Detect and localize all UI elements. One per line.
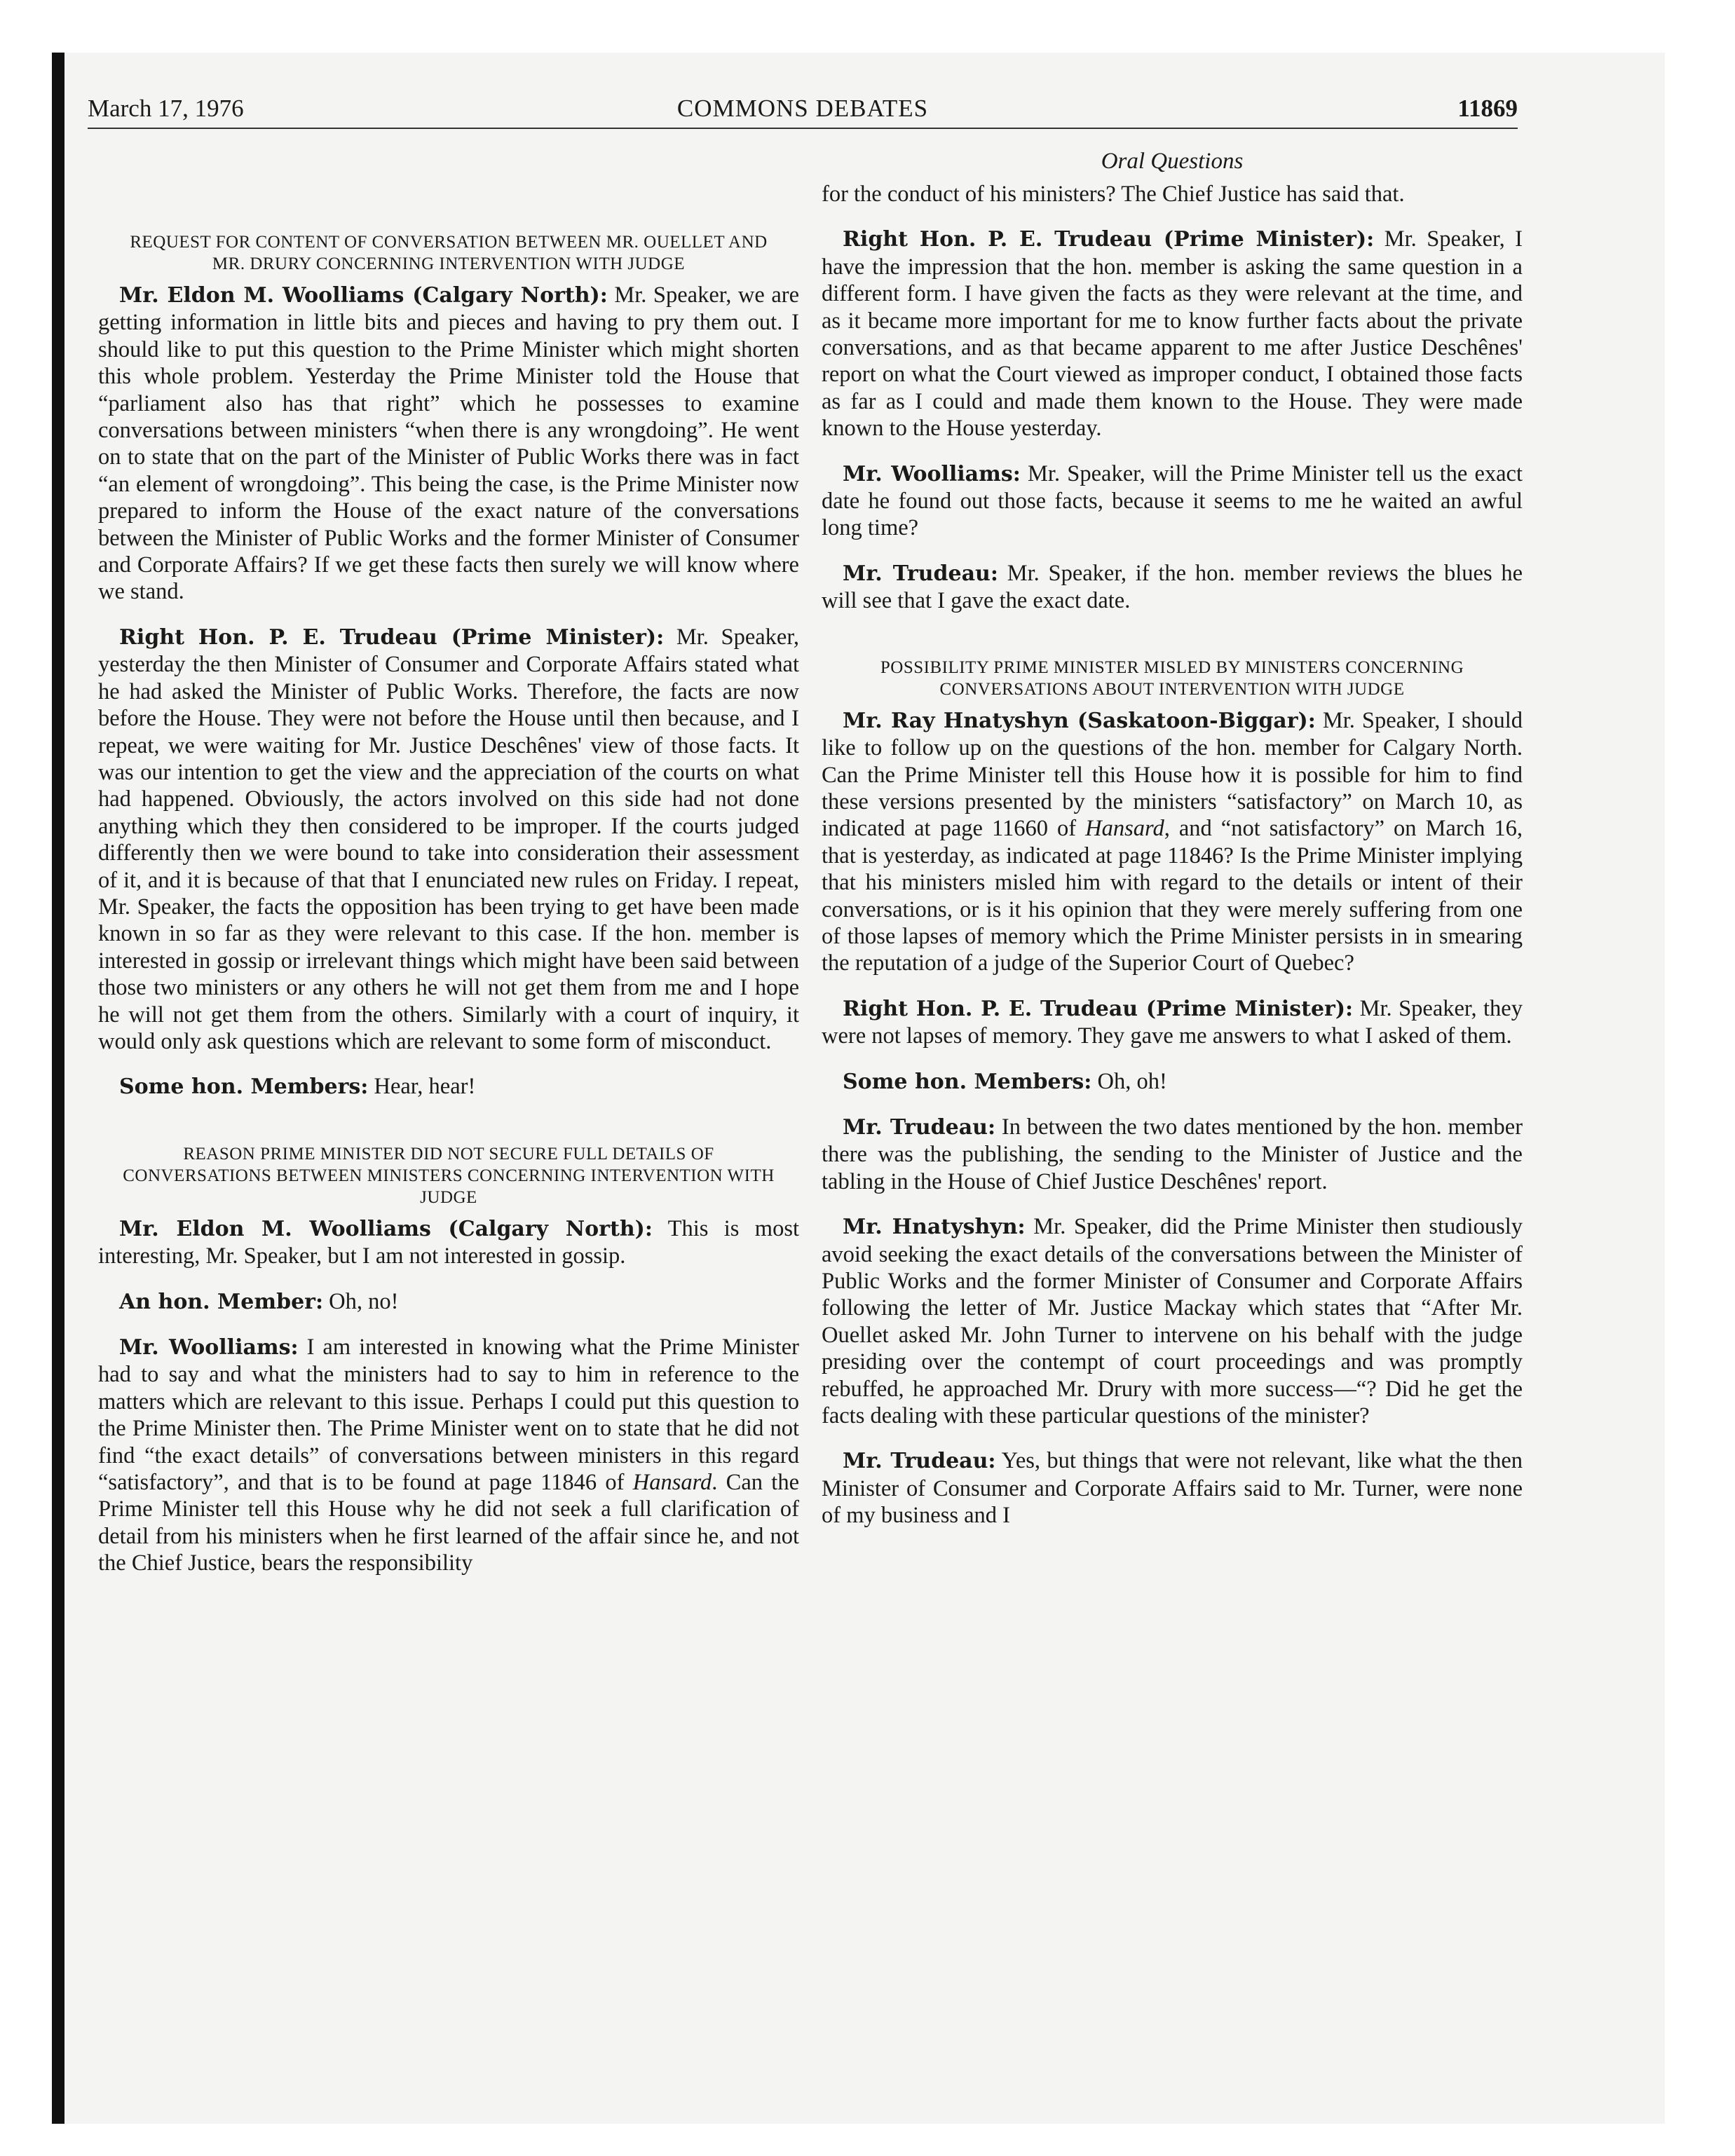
speaker-name: Right Hon. P. E. Trudeau (Prime Minister): [119,625,665,650]
speech-paragraph [98,1334,799,1577]
left-column [98,147,799,1595]
speech-paragraph [822,226,1523,442]
speech-text: Mr. Speaker, they were not lapses of memory. They gave me answers to what I asked of them. [822,995,1523,1049]
speech-text: Mr. Speaker, we are getting information in little bits and pieces and having to pry them out. I should like to put this question to the Prime Minister which might shorten this whole problem. Yesterday the Prime Minister told the House that “parliament also has that right” which he possesses to examine conversations between ministers “when there is any wrongdoing”. He went on to state that on the part of the Minister of Public Works there was in fact “an element of wrongdoing”. This being the case, is the Prime Minister now prepared to inform the House of the exact nature of the conversations between the Minister of Public Works and the former Minister of Consumer and Corporate Affairs? If we get these facts then surely we will know where we stand. [98,282,799,605]
speaker-name: Right Hon. P. E. Trudeau (Prime Minister): [843,996,1354,1021]
header-page-number: 11869 [1457,95,1518,122]
right-column [822,147,1523,1548]
speech-paragraph [98,1073,799,1100]
speech-paragraph [98,624,799,1056]
speech-text: Mr. Speaker, if the hon. member reviews the blues he will see that I gave the exact date. [822,560,1523,614]
speech-text: , and “not satisfactory” on March 16, that is yesterday, as indicated at page 11846? Is the Prime Minister implying that his ministers misled him with regard to the details or intent of their conversations, or is it his opinion that they were merely suffering from one of those lapses of memory which the Prime Minister persists in in smearing the reputation of a judge of the Superior Court of Quebec? [822,816,1523,976]
speech-text: Hear, hear! [374,1074,476,1100]
speaker-name: An hon. Member: [119,1289,324,1314]
speech-paragraph [822,1447,1523,1529]
speech-paragraph [822,1213,1523,1429]
speech-text: Mr. Speaker, I should like to follow up on the questions of the hon. member for Calgary North. Can the Prime Minister tell this House how it is possible for him to find these versions presented by the ministers “satisfactory” on March 10, as indicated at page 11660 of [822,707,1523,842]
speech-text: Mr. Speaker, yesterday the then Minister of Consumer and Corporate Affairs stated what he had asked the Minister of Public Works. Therefore, the facts are now before the House. They were not before the House until then because, and I repeat, we were waiting for Mr. Justice Deschênes' view of those facts. It was our intention to get the view and the appreciation of the courts on what had happened. Obviously, the actors involved on this side had not done anything which they then considered to be improper. If the courts judged differently then we were bound to take into consideration their assessment of it, and it is because of that that I enunciated new rules on Friday. I repeat, Mr. Speaker, the facts the opposition has been trying to get have been made known in so far as they were relevant to this case. If the hon. member is interested in gossip or irrelevant things which might have been said between those two ministers or any others he will not get them from me and I hope he will not get them from the others. Similarly with a court of inquiry, it would only ask questions which are relevant to some form of misconduct. [98,624,799,1054]
speech-text: . Can the Prime Minister tell this House why he did not seek a full clarification of detail from his ministers when he first learned of the affair since he, and not the Chief Justice, bears the responsibility [98,1470,799,1576]
header-title: COMMONS DEBATES [676,95,929,122]
speech-text: I am interested in knowing what the Prime Minister had to say and what the ministers had to say to him in reference to the matters which are relevant to this issue. Perhaps I could put this question to the Prime Minister then. The Prime Minister went on to state that he did not find “the exact details” of conversations between ministers in this regard “satisfactory”, and that is to be found at page 11846 of [98,1335,799,1496]
section-heading: REQUEST FOR CONTENT OF CONVERSATION BETWEEN MR. OUELLET AND MR. DRURY CONCERNING INTERVENTION WITH JUDGE [130,233,768,273]
speech-text: In between the two dates mentioned by the hon. member there was the publishing, the sending to the Minister of Justice and the tabling in the House of Chief Justice Deschênes' report. [822,1114,1523,1194]
section-heading: POSSIBILITY PRIME MINISTER MISLED BY MINISTERS CONCERNING CONVERSATIONS ABOUT INTERVENTION WITH JUDGE [880,657,1464,699]
speaker-name: Mr. Eldon M. Woolliams (Calgary North): [119,1216,653,1241]
speaker-name: Some hon. Members: [119,1074,369,1100]
header-date: March 17, 1976 [88,95,244,122]
speech-text: Oh, no! [329,1288,399,1314]
binding-edge-bar [52,53,64,2124]
speaker-name: Mr. Eldon M. Woolliams (Calgary North): [119,283,608,308]
speech-text: Yes, but things that were not relevant, like what the then Minister of Consumer and Corporate Affairs said to Mr. Turner, were none of my business and I [822,1448,1523,1529]
speaker-name: Mr. Hnatyshyn: [843,1215,1026,1240]
speaker-name: Mr. Ray Hnatyshyn (Saskatoon-Biggar): [843,708,1316,733]
speech-paragraph [98,1288,799,1316]
speech-text: This is most interesting, Mr. Speaker, but I am not interested in gossip. [98,1215,799,1269]
speech-text: Mr. Speaker, will the Prime Minister tell us the exact date he found out those facts, because it seems to me he waited an awful long time? [822,460,1523,541]
speech-paragraph [822,995,1523,1050]
speech-paragraph [98,1215,799,1270]
speech-paragraph [822,707,1523,977]
speaker-name: Mr. Trudeau: [843,1114,996,1140]
speech-text: Mr. Speaker, did the Prime Minister then studiously avoid seeking the exact details of the conversations between the Minister of Public Works and the former Minister of Consumer and Corporate Affairs following the letter of Mr. Justice Mackay which states that “After Mr. Ouellet asked Mr. John Turner to intervene on his behalf with the judge presiding over the contempt of court proceedings and was promptly rebuffed, he approached Mr. Drury with more success—“? Did he get the facts dealing with these particular questions of the minister? [822,1214,1523,1429]
speech-paragraph [822,560,1523,615]
hansard-citation: Hansard [1085,816,1164,842]
section-heading: REASON PRIME MINISTER DID NOT SECURE FULL DETAILS OF CONVERSATIONS BETWEEN MINISTERS CONCERNING INTERVENTION WITH JUDGE [123,1144,775,1207]
speech-text: Mr. Speaker, I have the impression that the hon. member is asking the same question in a different form. I have given the facts as they were relevant at the time, and as it became more important for me to know further facts about the private conversations, and as that became apparent to me after Justice Deschênes' report on what the Court viewed as improper conduct, I obtained those facts as far as I could and made them known to the House. They were made known to the House yesterday. [822,226,1523,442]
speaker-name: Right Hon. P. E. Trudeau (Prime Minister): [843,227,1375,252]
hansard-citation: Hansard [632,1470,712,1496]
speech-paragraph [98,282,799,606]
scan-margin [0,0,50,2156]
speaker-name: Mr. Woolliams: [843,461,1021,486]
speaker-name: Mr. Trudeau: [843,1449,996,1474]
running-head: Oral Questions [1101,149,1244,174]
speaker-name: Mr. Trudeau: [843,561,998,586]
page-header [88,91,1518,129]
speech-text: Oh, oh! [1097,1068,1167,1094]
speech-paragraph [822,1068,1523,1096]
continued-text: for the conduct of his ministers? The Chief Justice has said that. [822,182,1405,207]
speech-paragraph [822,1114,1523,1195]
speaker-name: Mr. Woolliams: [119,1335,299,1360]
speaker-name: Some hon. Members: [843,1069,1092,1094]
speech-paragraph [822,460,1523,542]
